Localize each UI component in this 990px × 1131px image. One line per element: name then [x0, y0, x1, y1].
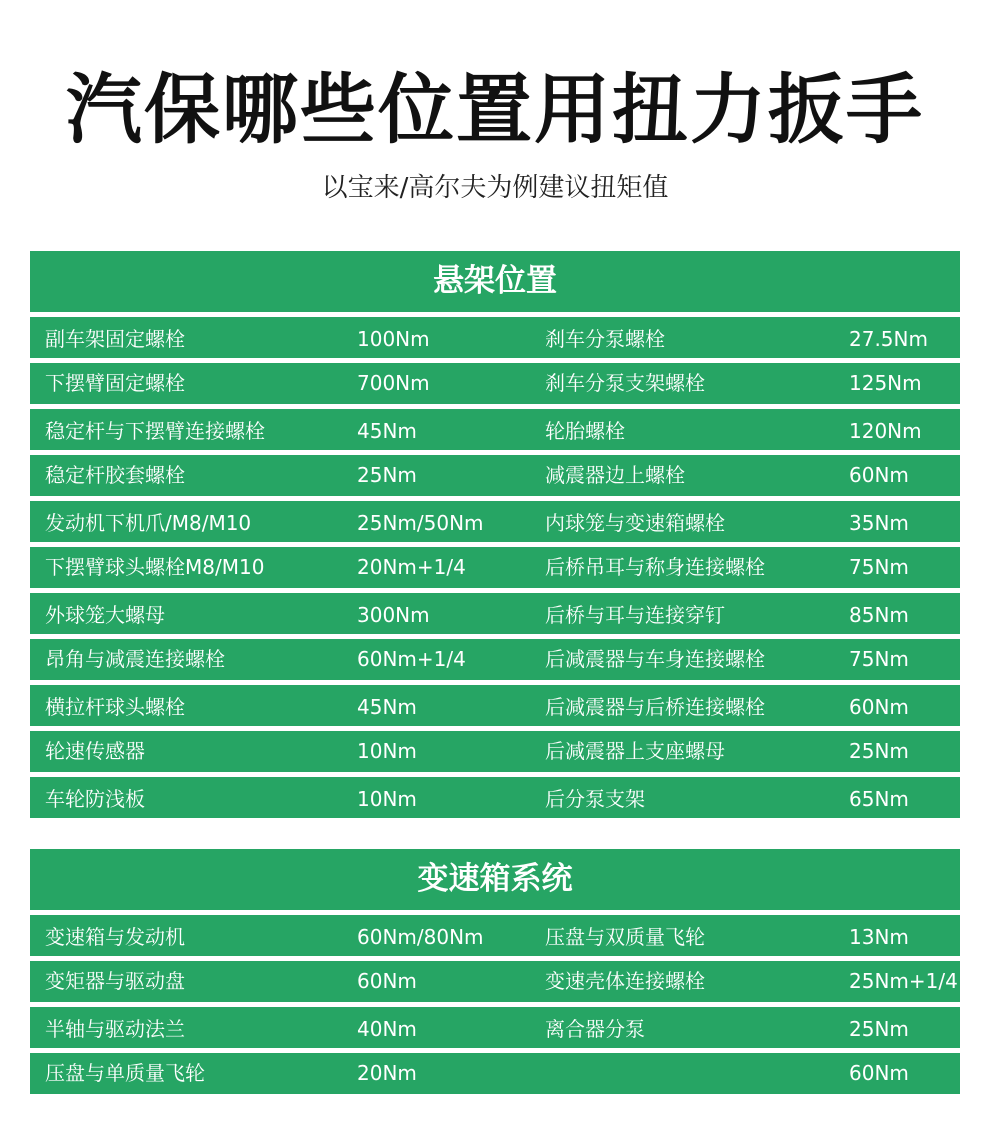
- torque-value-cell: 25Nm: [849, 1017, 909, 1041]
- suspension-table: [30, 317, 960, 818]
- torque-value-cell: 25Nm+1/4: [849, 969, 958, 993]
- part-name-cell: 后桥吊耳与称身连接螺栓: [545, 555, 765, 579]
- part-name-cell: 横拉杆球头螺栓: [45, 695, 185, 719]
- table-row: [30, 455, 960, 496]
- torque-value-cell: 45Nm: [357, 695, 417, 719]
- section-header-suspension: 悬架位置: [30, 251, 960, 312]
- part-name-cell: 轮胎螺栓: [545, 419, 625, 443]
- part-name-cell: 变速壳体连接螺栓: [545, 969, 705, 993]
- page-subtitle: 以宝来/高尔夫为例建议扭矩值: [321, 173, 669, 203]
- part-name-cell: 稳定杆胶套螺栓: [45, 463, 185, 487]
- torque-value-cell: 60Nm: [849, 1061, 909, 1085]
- torque-value-cell: 60Nm: [849, 463, 909, 487]
- part-name-cell: 后减震器与车身连接螺栓: [545, 647, 765, 671]
- part-name-cell: 昂角与减震连接螺栓: [45, 647, 225, 671]
- part-name-cell: 轮速传感器: [45, 739, 145, 763]
- table-row: [30, 1007, 960, 1048]
- transmission-section: [30, 849, 960, 1094]
- part-name-cell: 变速箱与发动机: [45, 925, 185, 949]
- torque-value-cell: 20Nm: [357, 1061, 417, 1085]
- part-name-cell: 稳定杆与下摆臂连接螺栓: [45, 419, 265, 443]
- part-name-cell: 压盘与单质量飞轮: [45, 1061, 205, 1085]
- torque-value-cell: 75Nm: [849, 647, 909, 671]
- part-name-cell: 副车架固定螺栓: [45, 327, 185, 351]
- table-row: [30, 685, 960, 726]
- torque-value-cell: 35Nm: [849, 511, 909, 535]
- part-name-cell: 刹车分泵支架螺栓: [545, 371, 705, 395]
- part-name-cell: 后减震器与后桥连接螺栓: [545, 695, 765, 719]
- part-name-cell: 下摆臂球头螺栓M8/M10: [45, 555, 265, 579]
- table-row: [30, 409, 960, 450]
- part-name-cell: 减震器边上螺栓: [545, 463, 685, 487]
- torque-value-cell: 40Nm: [357, 1017, 417, 1041]
- table-row: [30, 1053, 960, 1094]
- table-row: [30, 961, 960, 1002]
- table-row: [30, 777, 960, 818]
- torque-value-cell: 20Nm+1/4: [357, 555, 466, 579]
- torque-value-cell: 60Nm+1/4: [357, 647, 466, 671]
- torque-value-cell: 100Nm: [357, 327, 430, 351]
- torque-value-cell: 65Nm: [849, 787, 909, 811]
- torque-value-cell: 25Nm/50Nm: [357, 511, 484, 535]
- part-name-cell: 后分泵支架: [545, 787, 645, 811]
- section-header-transmission: 变速箱系统: [30, 849, 960, 910]
- table-row: [30, 593, 960, 634]
- part-name-cell: 外球笼大螺母: [45, 603, 165, 627]
- part-name-cell: 后桥与耳与连接穿钉: [545, 603, 725, 627]
- table-row: [30, 363, 960, 404]
- torque-value-cell: 85Nm: [849, 603, 909, 627]
- torque-value-cell: 120Nm: [849, 419, 922, 443]
- suspension-section: [30, 251, 960, 818]
- torque-value-cell: 300Nm: [357, 603, 430, 627]
- torque-value-cell: 27.5Nm: [849, 327, 928, 351]
- torque-value-cell: 125Nm: [849, 371, 922, 395]
- torque-value-cell: 60Nm: [357, 969, 417, 993]
- table-row: [30, 639, 960, 680]
- torque-value-cell: 60Nm: [849, 695, 909, 719]
- table-row: [30, 317, 960, 358]
- part-name-cell: 后减震器上支座螺母: [545, 739, 725, 763]
- part-name-cell: 半轴与驱动法兰: [45, 1017, 185, 1041]
- part-name-cell: 刹车分泵螺栓: [545, 327, 665, 351]
- torque-value-cell: 13Nm: [849, 925, 909, 949]
- part-name-cell: 变矩器与驱动盘: [45, 969, 185, 993]
- torque-value-cell: 75Nm: [849, 555, 909, 579]
- table-row: [30, 915, 960, 956]
- torque-value-cell: 10Nm: [357, 787, 417, 811]
- table-row: [30, 547, 960, 588]
- part-name-cell: 压盘与双质量飞轮: [545, 925, 705, 949]
- part-name-cell: 发动机下机爪/M8/M10: [45, 511, 252, 535]
- torque-value-cell: 60Nm/80Nm: [357, 925, 484, 949]
- table-row: [30, 501, 960, 542]
- part-name-cell: 下摆臂固定螺栓: [45, 371, 185, 395]
- torque-value-cell: 25Nm: [849, 739, 909, 763]
- table-row: [30, 731, 960, 772]
- page-title: 汽保哪些位置用扭力扳手: [66, 65, 924, 154]
- torque-value-cell: 10Nm: [357, 739, 417, 763]
- part-name-cell: 内球笼与变速箱螺栓: [545, 511, 725, 535]
- part-name-cell: 离合器分泵: [545, 1017, 645, 1041]
- transmission-table: [30, 915, 960, 1094]
- torque-value-cell: 25Nm: [357, 463, 417, 487]
- part-name-cell: 车轮防浅板: [45, 787, 145, 811]
- torque-value-cell: 700Nm: [357, 371, 430, 395]
- torque-value-cell: 45Nm: [357, 419, 417, 443]
